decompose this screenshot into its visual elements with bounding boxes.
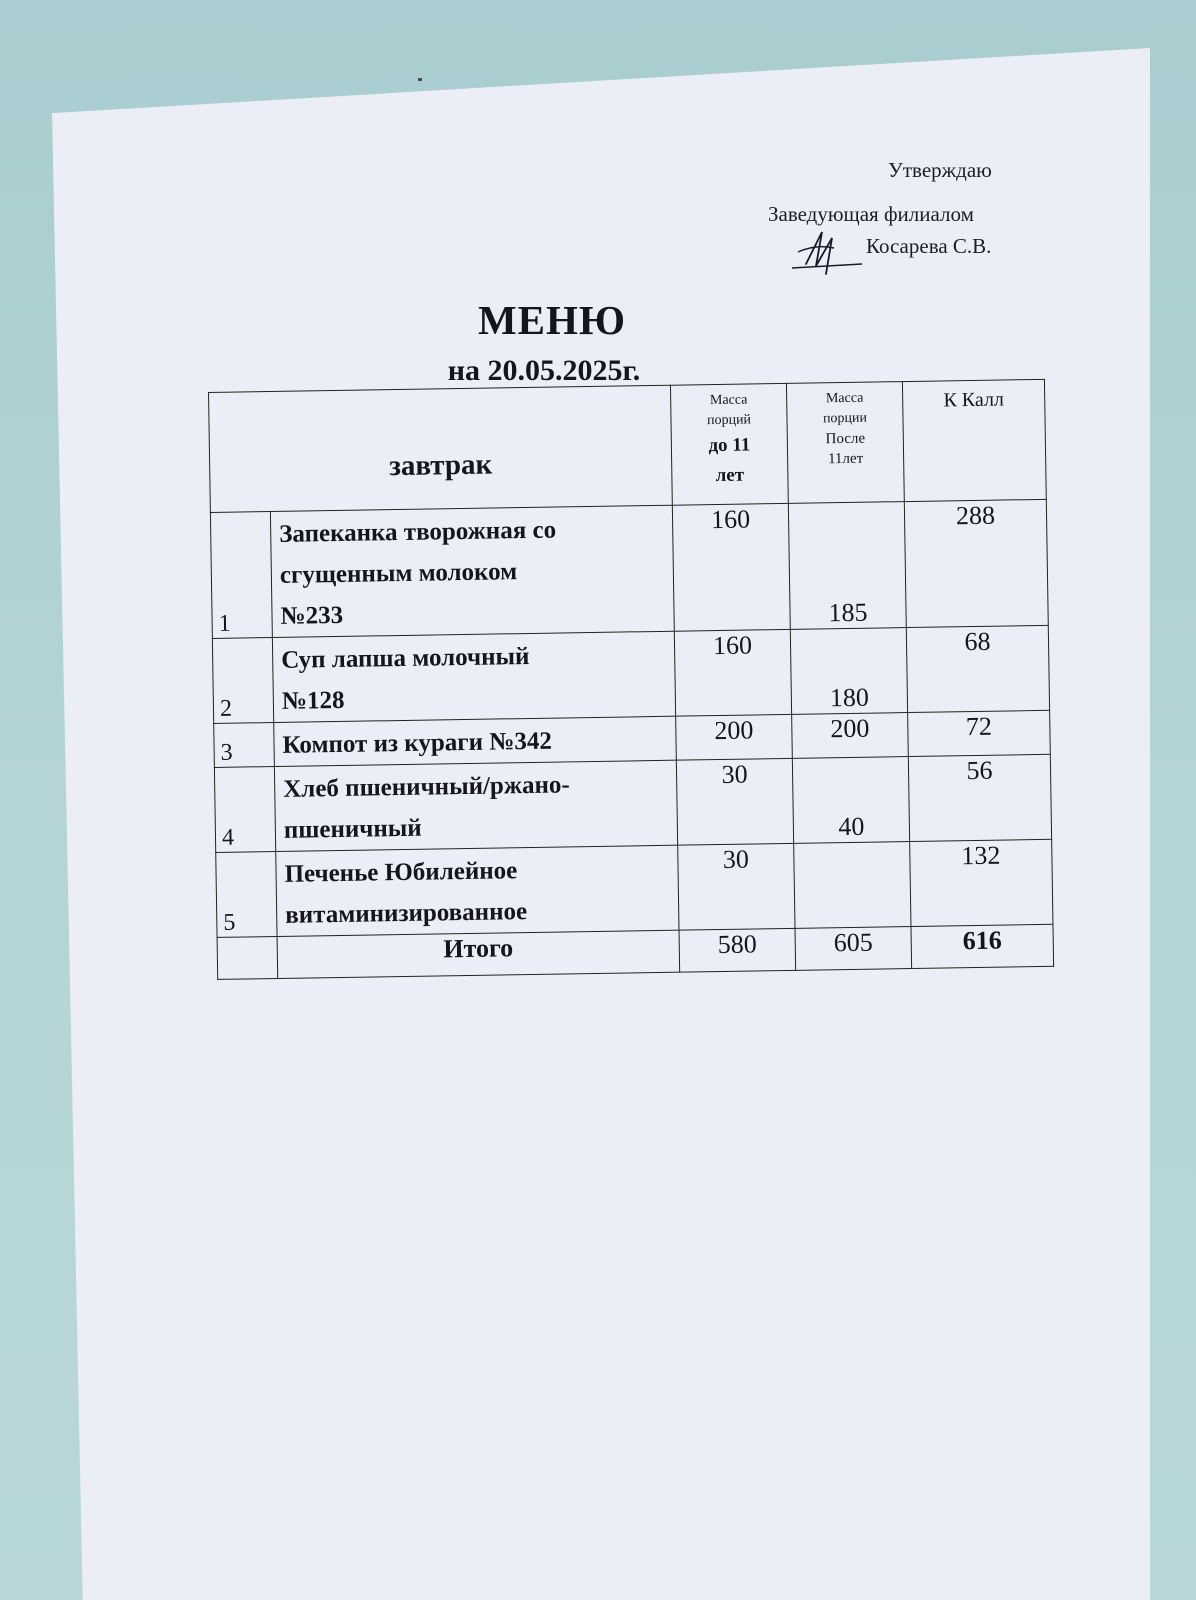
total-mass-over-11: 605 (795, 927, 912, 971)
kcal-value: 72 (908, 710, 1051, 756)
approval-name: Косарева С.В. (866, 234, 992, 258)
kcal-value: 288 (904, 499, 1048, 627)
dish-name (276, 845, 679, 936)
dish-name-line: Печенье Юбилейное (284, 857, 518, 888)
dish-name-line: Хлеб пшеничный/ржано- (283, 771, 570, 803)
table-row (214, 754, 1051, 852)
header-mass-over-11-line1: Масса (825, 390, 864, 407)
dish-name-line: пшеничный (283, 814, 422, 844)
header-meal: завтрак (209, 385, 673, 512)
table-row (212, 625, 1049, 723)
signature-icon (792, 222, 862, 282)
dish-name-line: сгущенным молоком (279, 558, 518, 589)
table-row (216, 839, 1053, 937)
row-number: 4 (214, 767, 275, 853)
dish-name-line: №128 (281, 686, 345, 715)
header-mass-over-11-line4: 11лет (827, 450, 864, 468)
dish-name-line: Компот из кураги №342 (282, 727, 553, 759)
kcal-value: 132 (910, 839, 1053, 926)
row-number: 5 (216, 851, 277, 937)
mass-under-11: 160 (674, 629, 791, 716)
dish-name (274, 760, 677, 851)
mass-over-11: 40 (792, 757, 909, 844)
dish-name-line: №233 (280, 601, 344, 630)
dish-name (272, 631, 675, 722)
row-number: 1 (210, 512, 272, 639)
header-mass-under-11-line3: до 11 (708, 434, 751, 457)
row-number: 3 (214, 723, 275, 768)
header-mass-under-11-line1: Масса (709, 392, 748, 409)
mass-over-11: 185 (788, 502, 906, 630)
menu-date: на 20.05.2025г. (447, 354, 641, 387)
total-mass-under-11: 580 (679, 928, 796, 972)
total-label: Итого (277, 930, 680, 978)
header-mass-over-11-line2: порции (822, 410, 868, 427)
header-mass-over-11-line3: После (825, 430, 866, 448)
menu-table (208, 379, 1054, 980)
mass-under-11: 30 (676, 758, 793, 845)
table-header-row (209, 379, 1047, 512)
header-mass-under-11 (670, 383, 788, 505)
kcal-value: 56 (908, 754, 1051, 841)
dish-name (270, 505, 674, 637)
mass-over-11: 180 (790, 628, 907, 715)
mass-over-11: 200 (792, 713, 909, 759)
dish-name-line: Запеканка творожная со (279, 516, 557, 548)
approval-position: Заведующая филиалом (768, 202, 974, 226)
header-mass-over-11 (786, 382, 904, 504)
row-number: 2 (212, 638, 273, 724)
kcal-value: 68 (906, 625, 1049, 712)
mass-under-11: 200 (676, 714, 793, 760)
mass-under-11: 30 (678, 843, 795, 930)
header-kcal: К Калл (902, 379, 1046, 501)
menu-title: МЕНЮ (477, 297, 627, 343)
total-empty-cell (217, 936, 278, 979)
total-kcal: 616 (911, 924, 1054, 968)
dish-name-line: Суп лапша молочный (281, 642, 530, 674)
header-mass-under-11-line2: порций (706, 412, 752, 429)
mass-over-11 (794, 842, 911, 929)
approval-title: Утверждаю (888, 158, 992, 182)
dish-name (274, 716, 677, 766)
ink-dot (418, 78, 422, 81)
mass-under-11: 160 (672, 503, 790, 631)
table-row (210, 499, 1048, 638)
header-mass-under-11-line4: лет (715, 464, 745, 487)
dish-name-line: витаминизированное (285, 898, 528, 929)
